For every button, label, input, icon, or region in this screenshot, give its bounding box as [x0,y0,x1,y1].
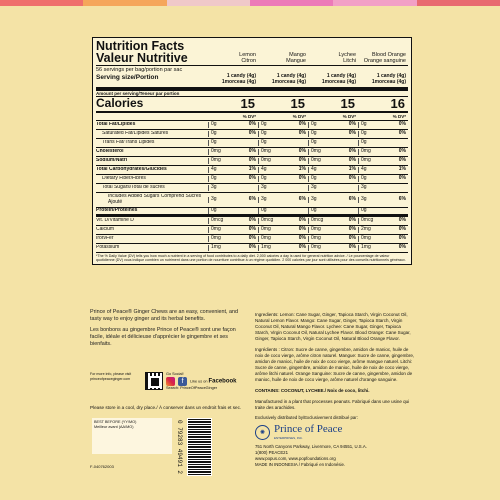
nutrient-cell: 3g 6% [208,197,258,203]
nutrient-row [96,217,408,226]
flavor-column-header: Lemon Citron [239,52,256,64]
serving-value: 1 candy (4g) 1morceau (4g) [221,73,256,86]
nutrient-cell: 4g 1% [258,167,308,173]
calorie-value: 16 [390,95,405,111]
calorie-value: 15 [340,95,355,111]
barcode-number: 0 79283 49491 2 [176,420,183,475]
nutrient-cell: 0g [208,140,258,146]
more-info-text: For more info, please visit princeofpeaceginger.com [90,372,132,381]
nutrient-row [96,130,408,139]
nutrient-cell: 0g 0% [358,176,408,182]
nutrient-label: Trans Fat/Trans Lipides [102,140,155,146]
nutrient-cell: 3g [208,185,258,191]
ingredients-block [255,312,415,416]
nutrient-cell: 4g 1% [358,167,408,173]
nutrient-cell: 0mg 0% [308,227,358,233]
nutrient-cell: 0mg 0% [358,149,408,155]
flavor-column-header: Mango Mangue [286,52,306,64]
info-row [90,372,250,391]
nutrient-cell: 0mg 0% [208,227,258,233]
nutrient-cell: 0g 0% [308,122,358,128]
serving-value: 1 candy (4g) 1morceau (4g) [271,73,306,86]
nutrient-row [96,244,408,253]
flavor-column-header: Blood Orange Orange sanguine [363,52,406,64]
nutrient-cell: 1mg 0% [358,245,408,251]
nutrient-cell: 0mg 0% [358,236,408,242]
nutrient-cell: 0g [208,208,258,214]
nutrient-cell: 3g [308,185,358,191]
nutrient-cell: 0g 0% [358,131,408,137]
nutrient-cell: 0g 0% [258,131,308,137]
nutrient-cell: 4g 1% [208,167,258,173]
stripe-segment [83,0,166,6]
nutrient-cell: 0mg 0% [208,158,258,164]
nutrient-cell: 0mg 0% [208,236,258,242]
nutrient-cell: 0mg 0% [358,158,408,164]
top-color-stripe [0,0,500,6]
nutrient-cell: 0g 0% [258,122,308,128]
flavor-columns [208,52,408,64]
serving-value: 1 candy (4g) 1morceau (4g) [321,73,356,86]
ingredients-en: Ingredients: Lemon: Cane Sugar, Ginger, Tapioca Starch, Virgin Coconut Oil, Natural Lemon Flavor. Mango: Cane Sugar, Ginger, Tapioca Starch, Virgin Coconut Oil, Natural Mango Flavor. Lychee: Cane Sugar, Ginger, Tapioca Starch, Virgin Coconut Oil, Natural Lychee Flavor. Blood Orange: Cane Sugar, Ginger, Tapioca Starch, Virgin Coconut Oil, Natural Blood Orange Flavor. [255,312,411,341]
nutrient-label: Calcium [96,227,115,233]
social-block: Go Social! f Like us on Facebook Search: PrinceOfPeaceGinger [166,372,237,390]
nutrient-row [96,235,408,244]
nutrient-cell: 0mcg 0% [208,218,258,224]
nutrient-row [96,193,408,208]
nutrient-cell: 0g [358,140,408,146]
best-before-box: BEST BEFORE (YY/MO) Meilleur avant (AA/MO) [92,418,172,454]
nutrient-cell: 0g 0% [208,176,258,182]
nutrient-cell: 3g 6% [258,197,308,203]
nutrient-cell: 3g 6% [358,197,408,203]
stripe-segment [333,0,416,6]
nutrient-label: Includes Added Sugars Comprend Sucres Ajouté [108,194,202,205]
nutrient-label: Total Sugars/Total de sucres [102,185,165,191]
nutrient-label: Total Fat/Lipides [96,122,136,128]
amount-per-serving: Amount per serving/Teneur par portion [96,91,408,97]
nutrient-row [96,139,408,148]
nutrient-label: Potassium [96,245,120,251]
qr-code-icon[interactable] [145,372,163,390]
product-description: Prince of Peace® Ginger Chews are an easy, convenient, and tasty way to enjoy ginger and its herbal benefits. Les bonbons au gingembre Prince of Peace® sont une façon facile, idéale et délicieuse d'apprécier le gingembre et ses bienfaits. [90,309,239,347]
nutrient-label: Dietary Fiber/Fibres [102,176,146,182]
nf-header [96,40,408,66]
facebook-icon[interactable]: f [178,377,187,386]
nutrient-cell: 3g [258,185,308,191]
nutrient-cell: 0g [358,208,408,214]
distributor-block: Exclusively distributed by/Exclusivement distribué par: ✺ Prince of Peace ENTERPRISES, INC. 751 North Canyons Parkway, Livermore, CA 94551, U.S.A. 1(800) PEACE21 www.popus.com, www.popfoundations.org MADE IN INDONESIA / Fabriqué en Indonésie. [255,415,415,468]
nutrient-cell: 0mcg 0% [358,218,408,224]
storage-text: Please store in a cool, dry place./ À conserver dans un endroit frais et sec. [90,405,242,410]
product-code: F-040762003 [90,464,114,469]
nutrient-row [96,208,408,217]
flavor-column-header: Lychee Litchi [338,52,356,64]
allergen-contains: CONTAINS: COCONUT, LYCHEE./ Noix de coco, litchi. [255,388,370,393]
stripe-segment [250,0,333,6]
nutrient-cell: 0mcg 0% [308,218,358,224]
nutrient-label: Sodium/Natri [96,158,128,164]
nf-footnote: *The % Daily Value (DV) tells you how much a nutrient in a serving of food contributes to a daily diet. 2,000 calories a day is used for general nutrition advice. / Le pourcentage de valeur quotidienne (DV) vous indique combien un nutriment dans une portion de nourriture contribue à un régime quotidien. 2 000 calories par jour sont utilisées pour des conseils nutritionnels généraux. [96,253,406,263]
nutrient-cell: 0g 0% [308,131,358,137]
nutrient-cell: 0g 0% [208,131,258,137]
nutrient-cell: 1mg 0% [258,245,308,251]
nutrient-cell: 3g 6% [308,197,358,203]
nutrient-cell: 0g 0% [358,122,408,128]
nutrition-facts-panel [92,37,412,265]
barcode-image [187,418,212,476]
ingredients-fr: Ingrédients : Citron: Sucre de canne, gingembre, amidon de manioc, huile de noix de coco vierge, arôme citron naturel. Mangue: Sucre de canne, gingembre, amidon de manioc, huile de noix de coco vierge, arôme mangue naturel. Litchi: Sucre de canne, gingembre, amidon de manioc, huile de noix de coco vierge, arôme litchi naturel. Orange Sanguine: Sucre de canne, gingembre, amidon de manioc, huile de noix de coco vierge, arôme naturel d'orange sanguine. [255,347,415,382]
stripe-segment [167,0,250,6]
nutrient-label: Total Carbohydrates/Glucides [96,167,167,173]
calorie-value: 15 [240,95,255,111]
nutrient-row [96,148,408,157]
nutrient-cell: 0mcg 0% [258,218,308,224]
nutrient-cell: 0g 0% [258,176,308,182]
dv-label: % DV* [292,113,306,119]
dv-header-row [96,113,408,121]
stripe-segment [0,0,83,6]
nutrient-cell: 0g [308,208,358,214]
stripe-segment [417,0,500,6]
nutrient-cell: 0g 0% [308,176,358,182]
serving-size-row: Serving size/Portion 1 candy (4g) 1morceau (4g) 1 candy (4g) 1morceau (4g) 1 candy (4g) 1morceau (4g) 1 candy (4g) 1morceau (4g) [96,73,408,91]
nutrient-cell: 0mg 0% [308,158,358,164]
nutrient-cell: 0mg 0% [258,236,308,242]
nutrient-cell: 0mg 0% [258,158,308,164]
nutrient-cell: 0mg 0% [258,149,308,155]
nutrient-cell: 1mg 0% [208,245,258,251]
nutrient-cell: 0g [258,140,308,146]
nutrient-label: Iron/Fer [96,236,114,242]
brand-emblem-icon: ✺ [255,425,270,440]
nutrient-row [96,175,408,184]
nutrient-cell: 0g [258,208,308,214]
nutrient-row [96,157,408,166]
dv-label: % DV* [342,113,356,119]
nutrient-label: Protein/Protéines [96,208,138,214]
nutrient-label: Vit. D/Vitamine D [96,218,134,224]
dv-label: % DV* [392,113,406,119]
instagram-icon[interactable] [166,377,175,386]
nf-title: Nutrition Facts Valeur Nutritive [96,39,188,65]
dv-label: % DV* [242,113,256,119]
nutrient-cell: 0mg 0% [308,245,358,251]
nutrient-cell: 0mg 0% [308,236,358,242]
nutrient-rows [96,121,408,253]
nutrient-label: Saturated Fat/Lipides Saturés [102,131,169,137]
calories-row: Calories 15 15 15 16 [96,97,408,113]
nutrient-label: Cholesterol [96,149,124,155]
nutrient-cell: 0mg 0% [258,227,308,233]
serving-value: 1 candy (4g) 1morceau (4g) [371,73,406,86]
nutrient-row [96,184,408,193]
nutrient-row [96,121,408,130]
servings-line: 56 servings per bag/portion par sac [96,67,183,73]
nutrient-row [96,166,408,175]
nutrient-cell: 0mg 0% [208,149,258,155]
nutrient-cell: 3g [358,185,408,191]
facility-note: Manufactured in a plant that processes peanuts. Fabriqué dans une usine qui traite des arachides. [255,399,410,410]
nutrient-cell: 2mg 0% [358,227,408,233]
nutrient-cell: 0g [308,140,358,146]
brand-logo: ✺ Prince of Peace ENTERPRISES, INC. [255,424,415,441]
calorie-value: 15 [290,95,305,111]
nutrient-cell: 4g 1% [308,167,358,173]
nutrient-cell: 0mg 0% [308,149,358,155]
nutrient-cell: 0g 0% [208,122,258,128]
nutrient-row [96,226,408,235]
